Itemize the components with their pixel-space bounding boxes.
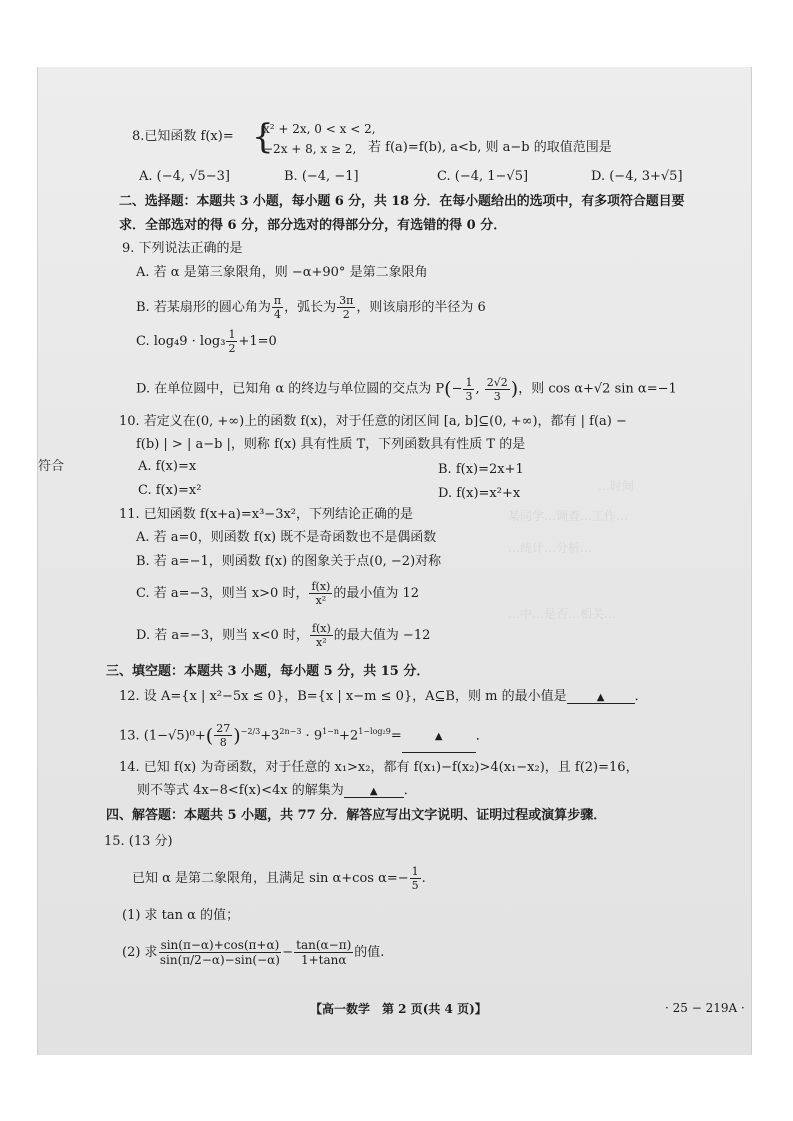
q15-part2-end: 的值. (354, 945, 385, 960)
q9-option-b (136, 293, 486, 323)
q11-d-den: x² (316, 636, 327, 649)
q9-b-arc-fraction (337, 295, 355, 320)
q11-d-text-2: 的最大值为 −12 (333, 628, 431, 643)
q11-c-text-1: C. 若 a=−3，则当 x>0 时， (136, 586, 309, 601)
margin-bleed-text: 符合 (38, 459, 65, 474)
q13-den: 8 (219, 736, 227, 750)
q13-blank-mark: ▲ (434, 731, 443, 743)
q13-exp-3: 1−n (322, 727, 340, 736)
q9-c-fraction (226, 329, 237, 354)
q9-d-f1-den: 3 (465, 389, 473, 403)
q11-stem: 11. 已知函数 f(x+a)=x³−3x²，下列结论正确的是 (119, 507, 414, 522)
section4-heading: 四、解答题：本题共 5 小题，共 77 分．解答应写出文字说明、证明过程或演算步骤． (106, 808, 607, 823)
q15-part2-minus: − (282, 945, 294, 960)
q15-part-2 (122, 932, 384, 974)
q13-num: 27 (216, 722, 231, 736)
q9-stem: 9. 下列说法正确的是 (122, 241, 243, 256)
q9-d-paren-close: ) (510, 378, 519, 400)
q9-b-text-3: ，则该扇形的半径为 6 (356, 300, 486, 315)
q10-stem-line1: 10. 若定义在(0, +∞)上的函数 f(x)，对于任意的闭区间 [a, b]⊆(0, +∞)，都有 | f(a) − (119, 414, 627, 429)
q9-c-text-1: C. log₄9 · log₃ (136, 334, 226, 349)
q9-b-angle-fraction (272, 295, 283, 320)
section2-heading: 二、选择题：本题共 3 小题，每小题 6 分，共 18 分．在每小题给出的选项中，有多项符合题目要 (119, 194, 685, 209)
q13-paren-close: ) (233, 724, 241, 747)
q12-end: ． (634, 689, 648, 704)
q8-stem-lead: 8.已知函数 f(x)= (132, 129, 234, 144)
q9-c-num: 1 (228, 328, 236, 341)
q13-exp-4: 1−log₂9 (358, 727, 391, 736)
q11-option-a: A. 若 a=0，则函数 f(x) 既不是奇函数也不是偶函数 (136, 530, 437, 545)
q13-exp-2: 2n−3 (279, 727, 302, 736)
exam-sheet (37, 67, 752, 1055)
q9-d-f2-num: 2√2 (486, 375, 508, 389)
q9-d-fraction-2 (485, 377, 510, 402)
q15-given-end: . (421, 871, 426, 886)
q8-piecewise-brace: { (252, 117, 274, 157)
q9-d-fraction-1 (463, 377, 474, 402)
q13-text-1: 13. (1−√5)⁰+ (119, 728, 206, 744)
q9-b-angle-den: 4 (273, 308, 281, 321)
q11-c-text-2: 的最小值为 12 (333, 586, 419, 601)
q15-given-den: 5 (411, 879, 419, 892)
q8-option-c: C. (−4, 1−√5] (437, 169, 529, 184)
q14-blank-mark: ▲ (369, 786, 378, 797)
q10-option-a: A. f(x)=x (138, 459, 197, 474)
bleed-through-3: …统计…分析… (508, 541, 593, 555)
q15-given-num: 1 (411, 865, 419, 878)
q11-option-b: B. 若 a=−1，则函数 f(x) 的图象关于点(0, −2)对称 (136, 554, 442, 569)
q13-text-4: +2 (339, 728, 359, 744)
q8-piece-2: −2x + 8, x ≥ 2, (263, 142, 357, 156)
q8-piece-1: x² + 2x, 0 < x < 2, (263, 122, 376, 136)
q8-option-a: A. (−4, √5−3] (139, 169, 230, 184)
q11-d-text-1: D. 若 a=−3，则当 x<0 时， (136, 628, 309, 643)
q9-b-arc-den: 2 (342, 308, 350, 321)
q13-text-2: +3 (260, 728, 280, 744)
q12-text (119, 690, 648, 704)
q8-option-b: B. (−4, −1] (284, 169, 359, 184)
q13-text-3: · 9 (301, 728, 323, 744)
q15-given (132, 864, 426, 894)
page-footer: 【高一数学 第 2 页(共 4 页)】 (310, 1002, 487, 1016)
q10-option-b: B. f(x)=2x+1 (438, 462, 524, 477)
q9-d-text-1: D. 在单位圆中，已知角 α 的终边与单位圆的交点为 P (136, 381, 445, 397)
q15-part2-f2-num: tan(α−π) (296, 938, 352, 952)
q14-stem-line2-text: 则不等式 4x−8<f(x)<4x 的解集为 (137, 783, 344, 798)
q11-option-c (136, 579, 419, 609)
bleed-through-1: …时间 (598, 479, 635, 493)
q10-option-d: D. f(x)=x²+x (438, 486, 521, 501)
bleed-through-2: 某同学…调查…工作… (508, 509, 629, 523)
q11-d-num: f(x) (311, 622, 331, 635)
q9-option-d: D. 在单位圆中，已知角 α 的终边与单位圆的交点为 P(− $\frac{1}{3}$ , $\frac{2√2}{3}$ )，则 cos α+√2 sin α=−1 (136, 375, 677, 403)
q10-stem-line2: f(b) | > | a−b |，则称 f(x) 具有性质 T，下列函数具有性质 T 的是 (136, 437, 526, 452)
q15-part-1: (1) 求 tan α 的值； (122, 908, 240, 923)
q9-b-text-1: B. 若某扇形的圆心角为 (136, 300, 271, 315)
section2-heading-cont: 求．全部选对的得 6 分，部分选对的得部分分，有选错的得 0 分． (119, 218, 507, 233)
q11-d-fraction (310, 623, 333, 648)
exam-code: · 25 − 219A · (665, 1001, 745, 1015)
q8-stem-tail: 若 f(a)=f(b), a<b, 则 a−b 的取值范围是 (368, 140, 612, 155)
q13-exp-1: −2/3 (240, 727, 261, 736)
q15-heading: 15. (13 分) (104, 834, 173, 849)
q15-part2-f1-num: sin(π−α)+cos(π+α) (160, 938, 280, 952)
q9-c-den: 2 (228, 342, 236, 355)
q11-c-num: f(x) (311, 580, 331, 593)
q8-option-d: D. (−4, 3+√5] (591, 169, 683, 184)
q15-part2-text: (2) 求 (122, 945, 158, 960)
q15-part2-f2-den: 1+tanα (300, 953, 347, 967)
q14-stem-line2 (137, 784, 417, 798)
q9-d-f2-den: 3 (493, 389, 501, 403)
q13-text (119, 717, 489, 753)
q11-c-fraction (309, 581, 332, 606)
section3-heading: 三、填空题：本题共 3 小题，每小题 5 分，共 15 分． (106, 664, 430, 679)
q9-b-text-2: ，弧长为 (284, 300, 337, 315)
q9-d-text-2: ，则 cos α+√2 sin α=−1 (518, 381, 677, 397)
q12-answer-blank (567, 693, 635, 704)
q13-fraction (214, 723, 232, 748)
q14-stem-line1: 14. 已知 f(x) 为奇函数，对于任意的 x₁>x₂，都有 f(x₁)−f(x₂)>4(x₁−x₂)，且 f(2)=16， (119, 760, 639, 775)
q13-equals: = (390, 728, 402, 744)
q14-end: ． (403, 783, 417, 798)
q15-part2-f1-den: sin(π/2−α)−sin(−α) (159, 953, 280, 967)
q9-b-angle-num: π (273, 294, 282, 307)
q13-answer-blank (402, 722, 476, 753)
q9-d-f1-num: 1 (465, 375, 473, 389)
q11-option-d (136, 621, 430, 651)
q9-c-text-2: +1=0 (238, 334, 277, 349)
bleed-through-4: …中…是否…相关… (508, 607, 617, 621)
q15-part2-fraction-1 (159, 939, 282, 966)
q9-option-a: A. 若 α 是第三象限角，则 −α+90° 是第二象限角 (136, 265, 428, 280)
q10-option-c: C. f(x)=x² (138, 483, 202, 498)
q15-given-fraction (410, 866, 421, 891)
q12-blank-mark: ▲ (596, 692, 605, 703)
q9-b-arc-num: 3π (339, 294, 354, 307)
q15-given-text: 已知 α 是第二象限角，且满足 sin α+cos α=− (132, 871, 409, 886)
q11-c-den: x² (315, 594, 327, 607)
q9-d-paren-open: ( (444, 378, 452, 400)
q14-answer-blank (344, 787, 404, 798)
q15-part2-fraction-2 (294, 939, 353, 966)
q13-end: ． (475, 728, 489, 744)
q12-stem: 12. 设 A={x | x²−5x ≤ 0}，B={x | x−m ≤ 0}，A⊆B，则 m 的最小值是 (119, 689, 567, 704)
q9-option-c (136, 327, 277, 357)
q13-paren-open: ( (205, 724, 214, 747)
